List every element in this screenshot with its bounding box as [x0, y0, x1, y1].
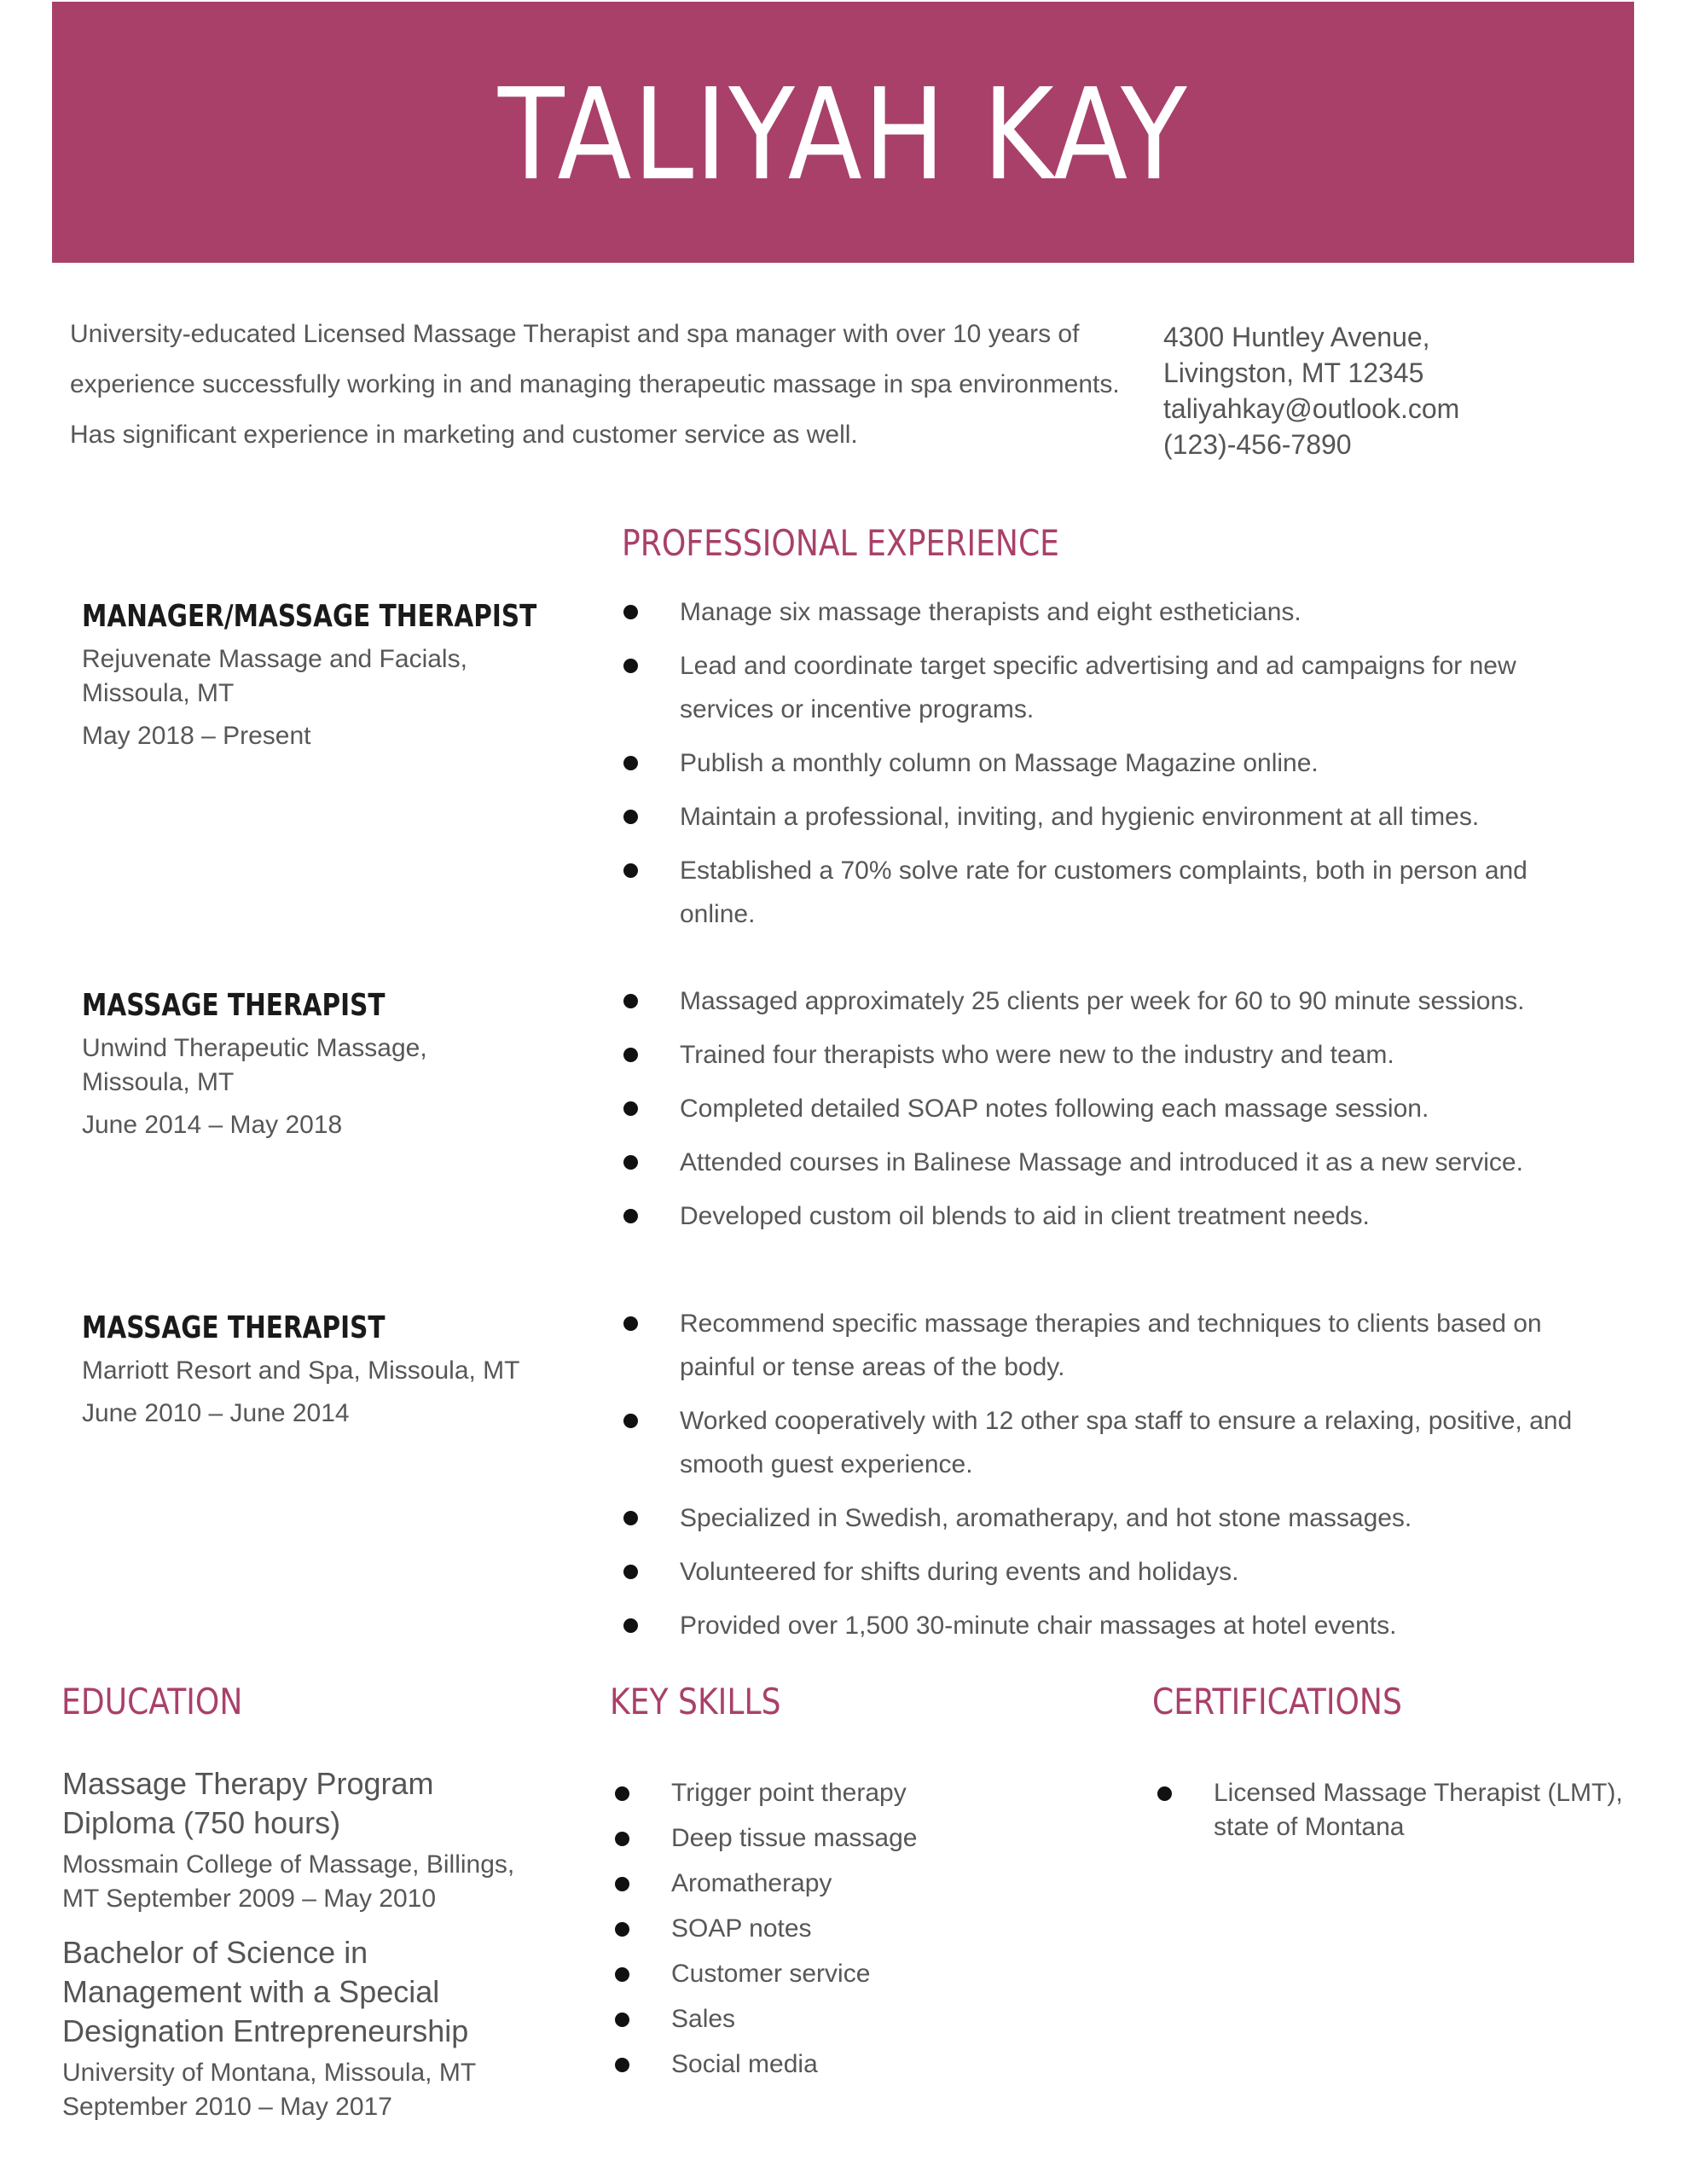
bullet-icon — [623, 1511, 638, 1525]
summary-line: experience successfully working in and managing therapeutic massage in spa environments. — [70, 370, 1120, 398]
job-title: MASSAGE THERAPIST — [82, 1310, 386, 1345]
summary — [70, 309, 1145, 460]
bullet-icon — [623, 1316, 638, 1331]
bullet-icon — [615, 2013, 629, 2027]
header-band — [52, 2, 1634, 263]
list-item: Worked cooperatively with 12 other spa staff to ensure a relaxing, positive, and smooth guest experience. — [623, 1399, 1587, 1486]
email[interactable]: taliyahkay@outlook.com — [1163, 393, 1460, 424]
list-item: Established a 70% solve rate for customers complaints, both in person and online. — [623, 849, 1604, 936]
bullet-icon — [623, 863, 638, 878]
list-item: Manage six massage therapists and eight estheticians. — [623, 590, 1604, 634]
list-item: Completed detailed SOAP notes following each massage session. — [623, 1087, 1604, 1130]
list-item: Massaged approximately 25 clients per week for 60 to 90 minute sessions. — [623, 979, 1604, 1023]
bullet-icon — [615, 1877, 629, 1891]
bullet-icon — [615, 1922, 629, 1937]
certifications-heading: CERTIFICATIONS — [1152, 1681, 1402, 1722]
list-item: Trigger point therapy — [615, 1776, 1093, 1810]
school: University of Montana, Missoula, MT September 2010 – May 2017 — [62, 2059, 477, 2121]
bullet-icon — [623, 810, 638, 824]
bullet-icon — [1157, 1786, 1172, 1801]
job-2 — [82, 988, 559, 1142]
education-entry — [62, 1933, 557, 2124]
bullet-icon — [623, 605, 638, 619]
bullet-icon — [615, 1786, 629, 1801]
degree: Bachelor of Science in — [62, 1935, 368, 1970]
job-2-bullets — [623, 979, 1604, 1248]
bullet-icon — [615, 1832, 629, 1846]
education-list — [62, 1764, 557, 2141]
job-3-bullets — [623, 1302, 1587, 1658]
list-item: Volunteered for shifts during events and holidays. — [623, 1550, 1587, 1594]
degree: Management with a Special — [62, 1974, 440, 2009]
list-item: Publish a monthly column on Massage Magazine online. — [623, 741, 1604, 785]
bullet-icon — [623, 756, 638, 770]
school: Mossmain College of Massage, Billings, MT September 2009 – May 2010 — [62, 1850, 515, 1913]
job-3 — [82, 1310, 559, 1431]
list-item: Customer service — [615, 1957, 1093, 1991]
degree: Massage Therapy Program — [62, 1766, 434, 1801]
bullet-icon — [615, 1967, 629, 1982]
list-item: Sales — [615, 2002, 1093, 2036]
bullet-icon — [623, 1155, 638, 1170]
bullet-icon — [623, 1414, 638, 1428]
list-item: Recommend specific massage therapies and techniques to clients based on painful or tense areas of the body. — [623, 1302, 1587, 1389]
address-line-1: 4300 Huntley Avenue, — [1163, 322, 1430, 352]
summary-line: Has significant experience in marketing and customer service as well. — [70, 421, 858, 449]
summary-line: University-educated Licensed Massage Therapist and spa manager with over 10 years of — [70, 320, 1080, 348]
list-item: Licensed Massage Therapist (LMT), state of Montana — [1157, 1776, 1635, 1844]
list-item: Maintain a professional, inviting, and hygienic environment at all times. — [623, 795, 1604, 839]
skills-list — [615, 1776, 1093, 2093]
list-item: Deep tissue massage — [615, 1821, 1093, 1856]
bullet-icon — [623, 659, 638, 673]
skills-heading: KEY SKILLS — [610, 1681, 781, 1722]
bullet-icon — [623, 994, 638, 1008]
list-item: Specialized in Swedish, aromatherapy, and hot stone massages. — [623, 1496, 1587, 1540]
job-company: Rejuvenate Massage and Facials, — [82, 645, 467, 673]
degree: Designation Entrepreneurship — [62, 2013, 469, 2048]
job-title: MASSAGE THERAPIST — [82, 988, 386, 1023]
list-item: Trained four therapists who were new to the industry and team. — [623, 1033, 1604, 1077]
bullet-icon — [623, 1048, 638, 1062]
job-1-bullets — [623, 590, 1604, 946]
degree: Diploma (750 hours) — [62, 1805, 341, 1840]
bullet-icon — [623, 1618, 638, 1633]
list-item: Social media — [615, 2048, 1093, 2082]
job-dates: May 2018 – Present — [82, 722, 311, 750]
job-company: Unwind Therapeutic Massage, — [82, 1034, 427, 1062]
phone: (123)-456-7890 — [1163, 429, 1352, 460]
list-item: Provided over 1,500 30-minute chair massages at hotel events. — [623, 1604, 1587, 1647]
job-title: MANAGER/MASSAGE THERAPIST — [82, 599, 537, 634]
job-location: Missoula, MT — [82, 679, 235, 707]
list-item: Lead and coordinate target specific advertising and ad campaigns for new services or incentive programs. — [623, 644, 1604, 731]
bullet-icon — [615, 2058, 629, 2072]
contact-block — [1163, 319, 1607, 462]
list-item: Attended courses in Balinese Massage and introduced it as a new service. — [623, 1141, 1604, 1184]
education-heading: EDUCATION — [61, 1681, 243, 1722]
address-line-2: Livingston, MT 12345 — [1163, 357, 1424, 388]
list-item: Developed custom oil blends to aid in client treatment needs. — [623, 1194, 1604, 1238]
bullet-icon — [623, 1209, 638, 1223]
certifications-list — [1157, 1776, 1635, 1856]
job-dates: June 2014 – May 2018 — [82, 1111, 343, 1139]
bullet-icon — [623, 1101, 638, 1116]
job-company: Marriott Resort and Spa, Missoula, MT — [82, 1356, 520, 1385]
job-dates: June 2010 – June 2014 — [82, 1399, 350, 1427]
candidate-name: TALIYAH KAY — [497, 61, 1189, 208]
experience-heading: PROFESSIONAL EXPERIENCE — [622, 522, 1059, 564]
list-item: SOAP notes — [615, 1912, 1093, 1946]
job-location: Missoula, MT — [82, 1068, 235, 1096]
list-item: Aromatherapy — [615, 1867, 1093, 1901]
education-entry — [62, 1764, 557, 1916]
bullet-icon — [623, 1565, 638, 1579]
job-1 — [82, 599, 559, 753]
